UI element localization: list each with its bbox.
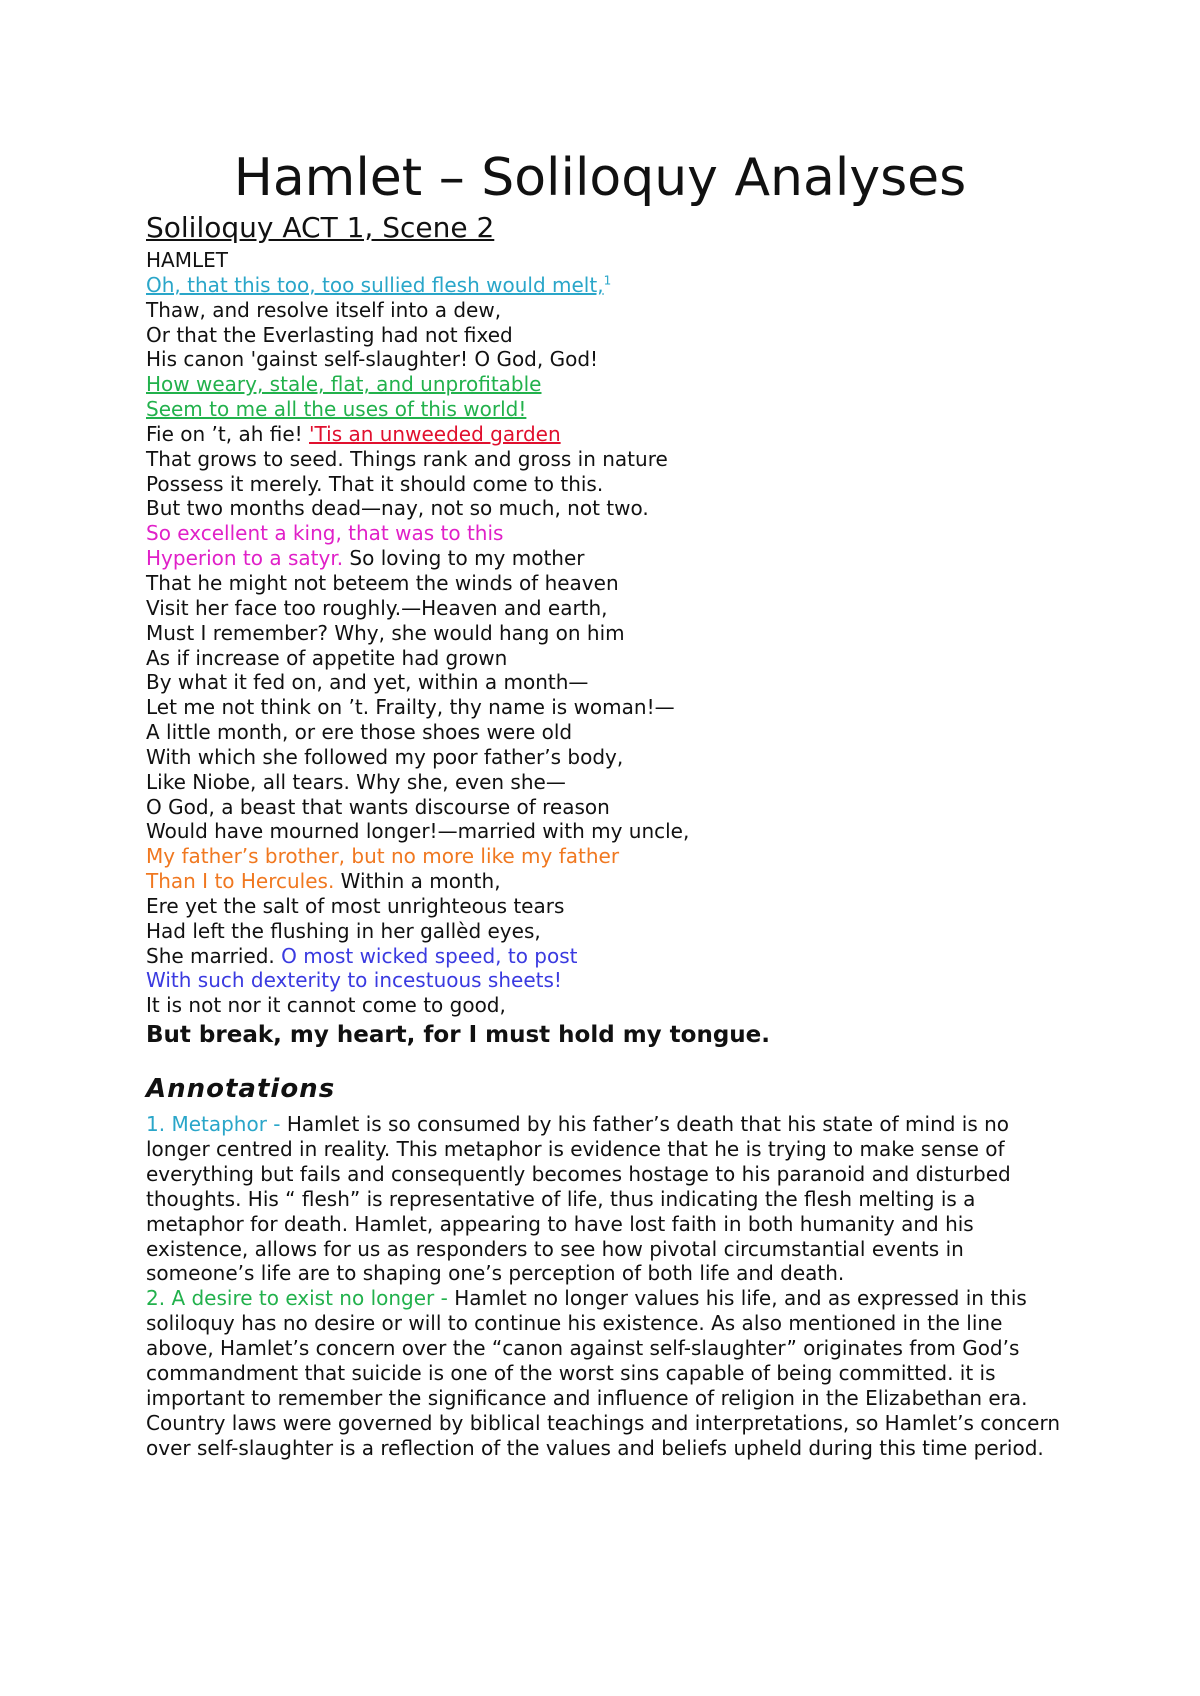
poem-segment: Must I remember? Why, she would hang on him [146,620,625,645]
poem-line [146,745,770,770]
poem-line [146,720,770,745]
poem-line [146,422,770,447]
poem-line [146,844,770,869]
poem-segment: 'Tis an unweeded garden [309,421,561,446]
poem-segment: His canon 'gainst self-slaughter! O God, God! [146,347,599,372]
poem-segment: Oh, that this too, too sullied flesh would melt, [146,272,604,297]
poem-segment: Or that the Everlasting had not fixed [146,322,513,347]
poem-line [146,347,770,372]
poem-segment: But two months dead—nay, not so much, not two. [146,496,649,521]
poem-segment: She married. [146,943,282,968]
poem-segment: As if increase of appetite had grown [146,645,508,670]
poem-segment: Thaw, and resolve itself into a dew, [146,297,502,322]
annotation-text: Hamlet no longer values his life, and as expressed in this soliloquy has no desire or will to continue his existence. As also mentioned in the line above, Hamlet’s concern over the “canon against self-slaughter” originates from God’s commandment that suicide is one of the worst sins capable of being committed. it is important to remember the significance and influence of religion in the Elizabethan era. Country laws were governed by biblical teachings and interpretations, so Hamlet’s concern over self-slaughter is a reflection of the values and beliefs upheld during this time period. [146,1286,1061,1460]
poem-segment: Possess it merely. That it should come to this. [146,471,604,496]
poem-line [146,596,770,621]
poem-line [146,695,770,720]
poem-segment: Hyperion to a satyr. [146,546,344,571]
poem-line [146,546,770,571]
annotation-label: 2. A desire to exist no longer - [146,1286,455,1311]
annotation-item [146,1286,1076,1460]
poem-line [146,397,770,422]
poem-segment: That he might not beteem the winds of heaven [146,570,619,595]
poem-line [146,919,770,944]
document-title: Hamlet – Soliloquy Analyses [233,148,967,208]
poem-segment: So excellent a king, that was to this [146,521,504,546]
poem-segment: Like Niobe, all tears. Why she, even she— [146,769,566,794]
annotation-item [146,1112,1076,1286]
poem-line [146,273,770,298]
poem-segment: So loving to my mother [343,546,585,571]
annotation-text: Hamlet is so consumed by his father’s death that his state of mind is no longer centred in reality. This metaphor is evidence that he is trying to make sense of everything but fails and consequently becomes hostage to his paranoid and disturbed thoughts. His “ flesh” is representative of life, thus indicating the flesh melting is a metaphor for death. Hamlet, appearing to have lost faith in both humanity and his existence, allows for us as responders to see how pivotal circumstantial events in someone’s life are to shaping one’s perception of both life and death. [146,1112,1011,1286]
poem-segment: O God, a beast that wants discourse of reason [146,794,610,819]
poem-line [146,894,770,919]
soliloquy-text [146,248,770,1050]
poem-segment: Seem to me all the uses of this world! [146,397,527,422]
poem-line [146,447,770,472]
poem-line [146,323,770,348]
poem-line [146,968,770,993]
poem-line [146,993,770,1018]
poem-line [146,472,770,497]
poem-segment: That grows to seed. Things rank and gross in nature [146,446,668,471]
footnote-marker: 1 [603,273,612,288]
poem-line [146,819,770,844]
poem-line [146,521,770,546]
poem-final-line: But break, my heart, for I must hold my tongue. [146,1022,771,1049]
poem-line [146,372,770,397]
poem-line [146,670,770,695]
annotation-label: 1. Metaphor - [146,1112,287,1136]
poem-segment: Fie on ’t, ah fie! [146,421,310,446]
poem-line [146,646,770,671]
poem-line [146,621,770,646]
poem-line [146,869,770,894]
poem-segment: With which she followed my poor father’s body, [146,744,624,769]
poem-line [146,298,770,323]
poem-segment: Within a month, [334,869,501,894]
poem-segment: It is not nor it cannot come to good, [146,993,506,1018]
poem-line [146,248,770,273]
poem-segment: Let me not think on ’t. Frailty, thy name is woman!— [146,695,675,720]
poem-line [146,795,770,820]
poem-segment: Would have mourned longer!—married with my uncle, [146,819,690,844]
poem-segment: With such dexterity to incestuous sheets! [146,968,562,993]
poem-segment: How weary, stale, flat, and unprofitable [146,372,542,397]
poem-segment: By what it fed on, and yet, within a month— [146,670,589,695]
poem-line [146,944,770,969]
poem-segment: Visit her face too roughly.—Heaven and earth, [146,595,608,620]
poem-segment: Had left the flushing in her gallèd eyes, [146,918,541,943]
annotations-heading: Annotations [146,1074,336,1104]
poem-line [146,571,770,596]
poem-segment: Ere yet the salt of most unrighteous tears [146,893,565,918]
poem-line [146,496,770,521]
poem-line [146,770,770,795]
poem-segment: O most wicked speed, to post [281,943,578,968]
soliloquy-heading: Soliloquy ACT 1, Scene 2 [146,211,495,244]
poem-segment: HAMLET [146,248,228,272]
annotations-list [146,1112,1076,1461]
poem-segment: My father’s brother, but no more like my father [146,844,620,869]
poem-segment: Than I to Hercules. [146,869,335,894]
poem-segment: A little month, or ere those shoes were old [146,720,573,745]
